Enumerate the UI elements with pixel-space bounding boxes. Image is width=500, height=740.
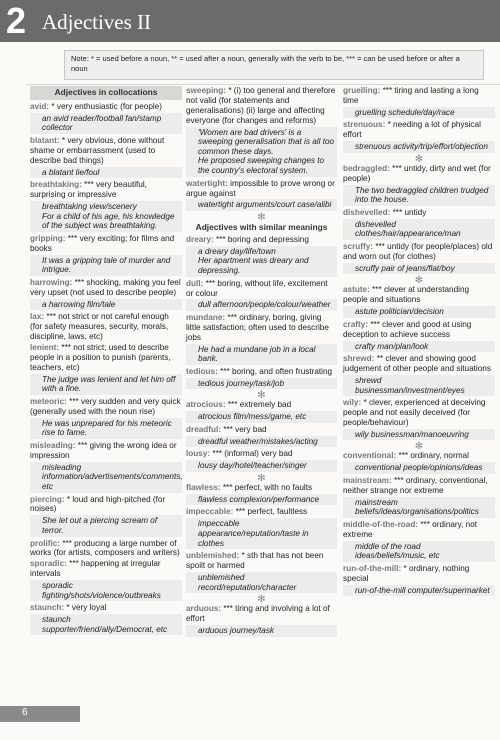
definition: * very loyal <box>66 603 107 613</box>
definition: impossible to prove wrong or argue against <box>186 178 335 198</box>
example: sporadic fighting/shots/violence/outbreaks <box>30 580 182 601</box>
dictionary-entry <box>343 285 495 305</box>
definition: * (i) too general and therefore not valid (for statements and generalisations) (ii) large and affecting everyone (for changes and reforms) <box>186 86 336 125</box>
headword: tedious: <box>186 366 218 376</box>
headword: strenuous: <box>343 120 386 130</box>
definition: *** producing a large number of works (for artists, composers and writers) <box>30 538 180 558</box>
page-number: 6 <box>22 707 28 718</box>
definition: *** not strict or not careful enough (for safety measures, security, morals, discipline, laws, etc) <box>30 312 169 342</box>
headword: sporadic: <box>30 559 67 569</box>
definition: *** (informal) very bad <box>212 449 293 459</box>
headword: conventional: <box>343 451 397 461</box>
headword: dreary: <box>186 234 214 244</box>
example: staunch supporter/friend/ally/Democrat, etc <box>30 614 182 635</box>
definition: *** clever at understanding people and situations <box>343 285 470 305</box>
dictionary-entry <box>343 120 495 140</box>
definition: * loud and high-pitched (for noises) <box>30 494 166 514</box>
entry-list <box>30 102 182 636</box>
definition: *** happening at irregular intervals <box>30 559 161 579</box>
example: scruffy pair of jeans/flat/boy <box>343 263 495 275</box>
dictionary-entry <box>343 476 495 496</box>
entry-list <box>186 86 337 211</box>
headword: harrowing: <box>30 277 73 287</box>
definition: *** untidy (for people/places) old and worn out (for clothes) <box>343 241 493 261</box>
example: impeccable appearance/reputation/taste in clothes <box>186 518 337 549</box>
dictionary-entry <box>30 234 182 254</box>
headword: wily: <box>343 398 362 408</box>
definition: * clever, experienced at deceiving people and not easily deceived (for people/behaviour) <box>343 398 486 427</box>
example: flawless complexion/performance <box>186 494 337 506</box>
headword: mainstream: <box>343 475 392 485</box>
example: atrocious film/mess/game, etc <box>186 411 337 423</box>
definition: * ordinary, nothing special <box>343 563 470 583</box>
entry-list <box>343 451 495 596</box>
example: She let out a piercing scream of terror. <box>30 515 182 536</box>
headword: dreadful: <box>186 424 222 434</box>
example: a harrowing film/tale <box>30 299 182 311</box>
dictionary-entry <box>30 559 182 579</box>
example: unblemished record/reputation/character <box>186 572 337 593</box>
example: strenuous activity/trip/effort/objection <box>343 141 495 153</box>
definition: *** extremely bad <box>227 400 292 410</box>
headword: bedraggled: <box>343 163 390 173</box>
column-1 <box>30 86 182 637</box>
definition: *** clever and good at using deception to achieve success <box>343 319 472 339</box>
example: He had a mundane job in a local bank. <box>186 344 337 365</box>
dictionary-entry <box>30 603 182 613</box>
headword: blatant: <box>30 136 60 145</box>
entry-list <box>186 604 337 636</box>
example: The two bedraggled children trudged into the house. <box>343 185 495 206</box>
dictionary-entry <box>186 367 337 377</box>
section-heading: Adjectives in collocations <box>30 86 182 100</box>
dictionary-entry <box>343 520 495 540</box>
entry-list <box>343 285 495 440</box>
headword: lousy: <box>186 449 211 459</box>
dictionary-entry <box>186 425 337 435</box>
dictionary-entry <box>343 242 495 262</box>
definition: *** ordinary, conventional, neither strange nor extreme <box>343 475 488 495</box>
headword: watertight: <box>186 178 228 188</box>
example: dreadful weather/mistakes/acting <box>186 436 337 448</box>
definition: * very enthusiastic (for people) <box>51 101 162 111</box>
definition: *** very exciting; for films and books <box>30 233 175 253</box>
asterisk-divider-icon: ✻ <box>257 390 266 402</box>
definition: *** tiring and involving a lot of effort <box>186 604 330 623</box>
headword: scruffy: <box>343 241 374 251</box>
dictionary-entry <box>343 86 495 106</box>
example: an avid reader/football fan/stamp collector <box>30 113 182 134</box>
example: 'Women are bad drivers' is a sweeping generalisation that is all too common these days. He proposed sweeping changes to the country's electoral system. <box>186 127 337 177</box>
definition: *** tiring and lasting a long time <box>343 86 479 105</box>
definition: *** boring, and often frustrating <box>220 366 333 376</box>
dictionary-entry <box>30 102 182 112</box>
dictionary-entry <box>186 279 337 299</box>
dictionary-entry <box>186 449 337 459</box>
dictionary-entry <box>186 551 337 571</box>
definition: ** clever and showing good judgement of other people and situations <box>343 354 491 374</box>
dictionary-entry <box>186 604 337 624</box>
headword: dull: <box>186 278 204 288</box>
headword: lenient: <box>30 343 60 353</box>
definition: *** shocking, making you feel very upset (not used to describe people) <box>30 277 181 297</box>
unit-header <box>0 0 500 42</box>
headword: misleading: <box>30 440 76 450</box>
definition: *** not strict; used to describe people in a position to punish (parents, teachers, etc) <box>30 343 171 372</box>
headword: staunch: <box>30 603 65 613</box>
dictionary-entry <box>30 312 182 342</box>
definition: *** boring and depressing <box>216 234 309 244</box>
definition: *** very beautiful, surprising or impressive <box>30 180 147 200</box>
dictionary-entry <box>30 441 182 461</box>
dictionary-entry <box>343 164 495 184</box>
dictionary-entry <box>343 451 495 461</box>
headword: arduous: <box>186 604 222 614</box>
definition: * needing a lot of physical effort <box>343 120 481 140</box>
column-2 <box>186 86 337 639</box>
example: crafty man/plan/look <box>343 341 495 353</box>
section-heading: Adjectives with similar meanings <box>195 222 328 232</box>
headword: breathtaking: <box>30 180 82 190</box>
asterisk-divider-icon: ✻ <box>257 594 266 606</box>
definition: *** perfect, faultless <box>235 507 308 517</box>
entry-list <box>186 483 337 593</box>
example: tedious journey/task/job <box>186 378 337 390</box>
definition: *** ordinary, boring, giving little satisfaction; often used to describe jobs <box>186 313 329 342</box>
example: astute politician/decision <box>343 306 495 318</box>
dictionary-entry <box>30 539 182 559</box>
headword: piercing: <box>30 494 65 504</box>
headword: gripping: <box>30 233 66 243</box>
headword: lax: <box>30 312 45 322</box>
dictionary-entry <box>30 278 182 298</box>
dictionary-entry <box>186 483 337 493</box>
asterisk-divider-icon: ✻ <box>414 441 424 453</box>
example: wily businessman/manoeuvring <box>343 429 495 441</box>
dictionary-entry <box>343 398 495 428</box>
example: shrewd businessman/investment/eyes <box>343 375 495 396</box>
example: watertight arguments/court case/alibi <box>186 199 337 211</box>
headword: shrewd: <box>343 354 375 364</box>
unit-title: Adjectives II <box>42 10 152 34</box>
headword: sweeping: <box>186 86 227 95</box>
definition: *** untidy, dirty and wet (for people) <box>343 163 491 183</box>
example: breathtaking view/scenery For a child of his age, his knowledge of the subject was breathtaking. <box>30 201 182 232</box>
dictionary-entry <box>186 507 337 517</box>
dictionary-entry <box>186 313 337 343</box>
dictionary-entry <box>186 179 337 199</box>
headword: dishevelled: <box>343 207 391 217</box>
headword: unblemished: <box>186 551 240 561</box>
asterisk-divider-icon: ✻ <box>414 153 424 165</box>
entry-list <box>343 164 495 275</box>
dictionary-entry <box>186 400 337 410</box>
dictionary-entry <box>343 208 495 218</box>
dictionary-entry <box>30 343 182 373</box>
definition: *** boring, without life, excitement or colour <box>186 278 328 298</box>
definition: *** giving the wrong idea or impression <box>30 440 177 460</box>
definition: *** untidy <box>392 207 427 217</box>
headword: flawless: <box>186 482 221 492</box>
example: misleading information/advertisements/comments, etc <box>30 462 182 493</box>
headword: mundane: <box>186 313 226 322</box>
definition: *** very bad <box>223 424 267 434</box>
page-footer <box>0 706 80 722</box>
example: mainstream beliefs/ideas/organisations/politics <box>343 497 495 518</box>
example: a dreary day/life/town Her apartment was dreary and depressing. <box>186 246 337 277</box>
entry-list <box>343 86 495 153</box>
dictionary-entry <box>30 495 182 515</box>
dictionary-entry <box>343 320 495 340</box>
definition: *** perfect, with no faults <box>222 482 313 492</box>
headword: crafty: <box>343 319 369 329</box>
unit-number: 2 <box>6 0 27 41</box>
example: arduous journey/task <box>186 625 337 637</box>
asterisk-divider-icon: ✻ <box>414 275 424 287</box>
example: He was unprepared for his meteoric rise to fame. <box>30 418 182 439</box>
example: conventional people/opinions/ideas <box>343 462 495 474</box>
entry-list <box>186 235 337 390</box>
asterisk-divider-icon: ✻ <box>257 472 266 484</box>
example: gruelling schedule/day/race <box>343 107 495 119</box>
headword: astute: <box>343 285 370 295</box>
example: a blatant lie/foul <box>30 167 182 179</box>
column-3 <box>343 86 495 598</box>
example: It was a gripping tale of murder and intrigue. <box>30 255 182 276</box>
dictionary-entry <box>30 136 182 166</box>
example: The judge was lenient and let him off with a fine. <box>30 374 182 395</box>
headword: meteoric: <box>30 396 67 406</box>
entry-list <box>186 400 337 472</box>
dictionary-entry <box>343 564 495 584</box>
definition: * sth that has not been spoilt or harmed <box>186 551 324 570</box>
headword: gruelling: <box>343 86 381 95</box>
dictionary-entry <box>343 354 495 374</box>
asterisk-divider-icon: ✻ <box>257 212 266 223</box>
definition: *** ordinary, normal <box>398 451 469 461</box>
headword: avid: <box>30 101 50 111</box>
dictionary-entry <box>30 397 182 417</box>
definition: *** very sudden and very quick (generally used with the noun rise) <box>30 396 181 416</box>
example: dull afternoon/people/colour/weather <box>186 299 337 311</box>
divider <box>26 84 500 85</box>
definition: *** ordinary, not extreme <box>343 519 478 539</box>
example: middle of the road ideas/beliefs/music, etc <box>343 541 495 562</box>
headword: middle-of-the-road: <box>343 519 419 529</box>
definition: * very obvious, done without shame or embarrassment (used to describe bad things) <box>30 136 165 165</box>
headword: run-of-the-mill: <box>343 563 402 573</box>
example: lousy day/hotel/teacher/singer <box>186 460 337 472</box>
dictionary-entry <box>186 86 337 126</box>
dictionary-entry <box>30 180 182 200</box>
dictionary-entry <box>186 235 337 245</box>
example: dishevelled clothes/hair/appearance/man <box>343 219 495 240</box>
example: run-of-the-mill computer/supermarket <box>343 585 495 597</box>
headword: atrocious: <box>186 400 226 410</box>
headword: impeccable: <box>186 507 234 517</box>
headword: prolific: <box>30 538 61 548</box>
usage-note: Note: * = used before a noun, ** = used after a noun, generally with the verb to be, *** = can be used before or after a noun <box>64 50 484 80</box>
